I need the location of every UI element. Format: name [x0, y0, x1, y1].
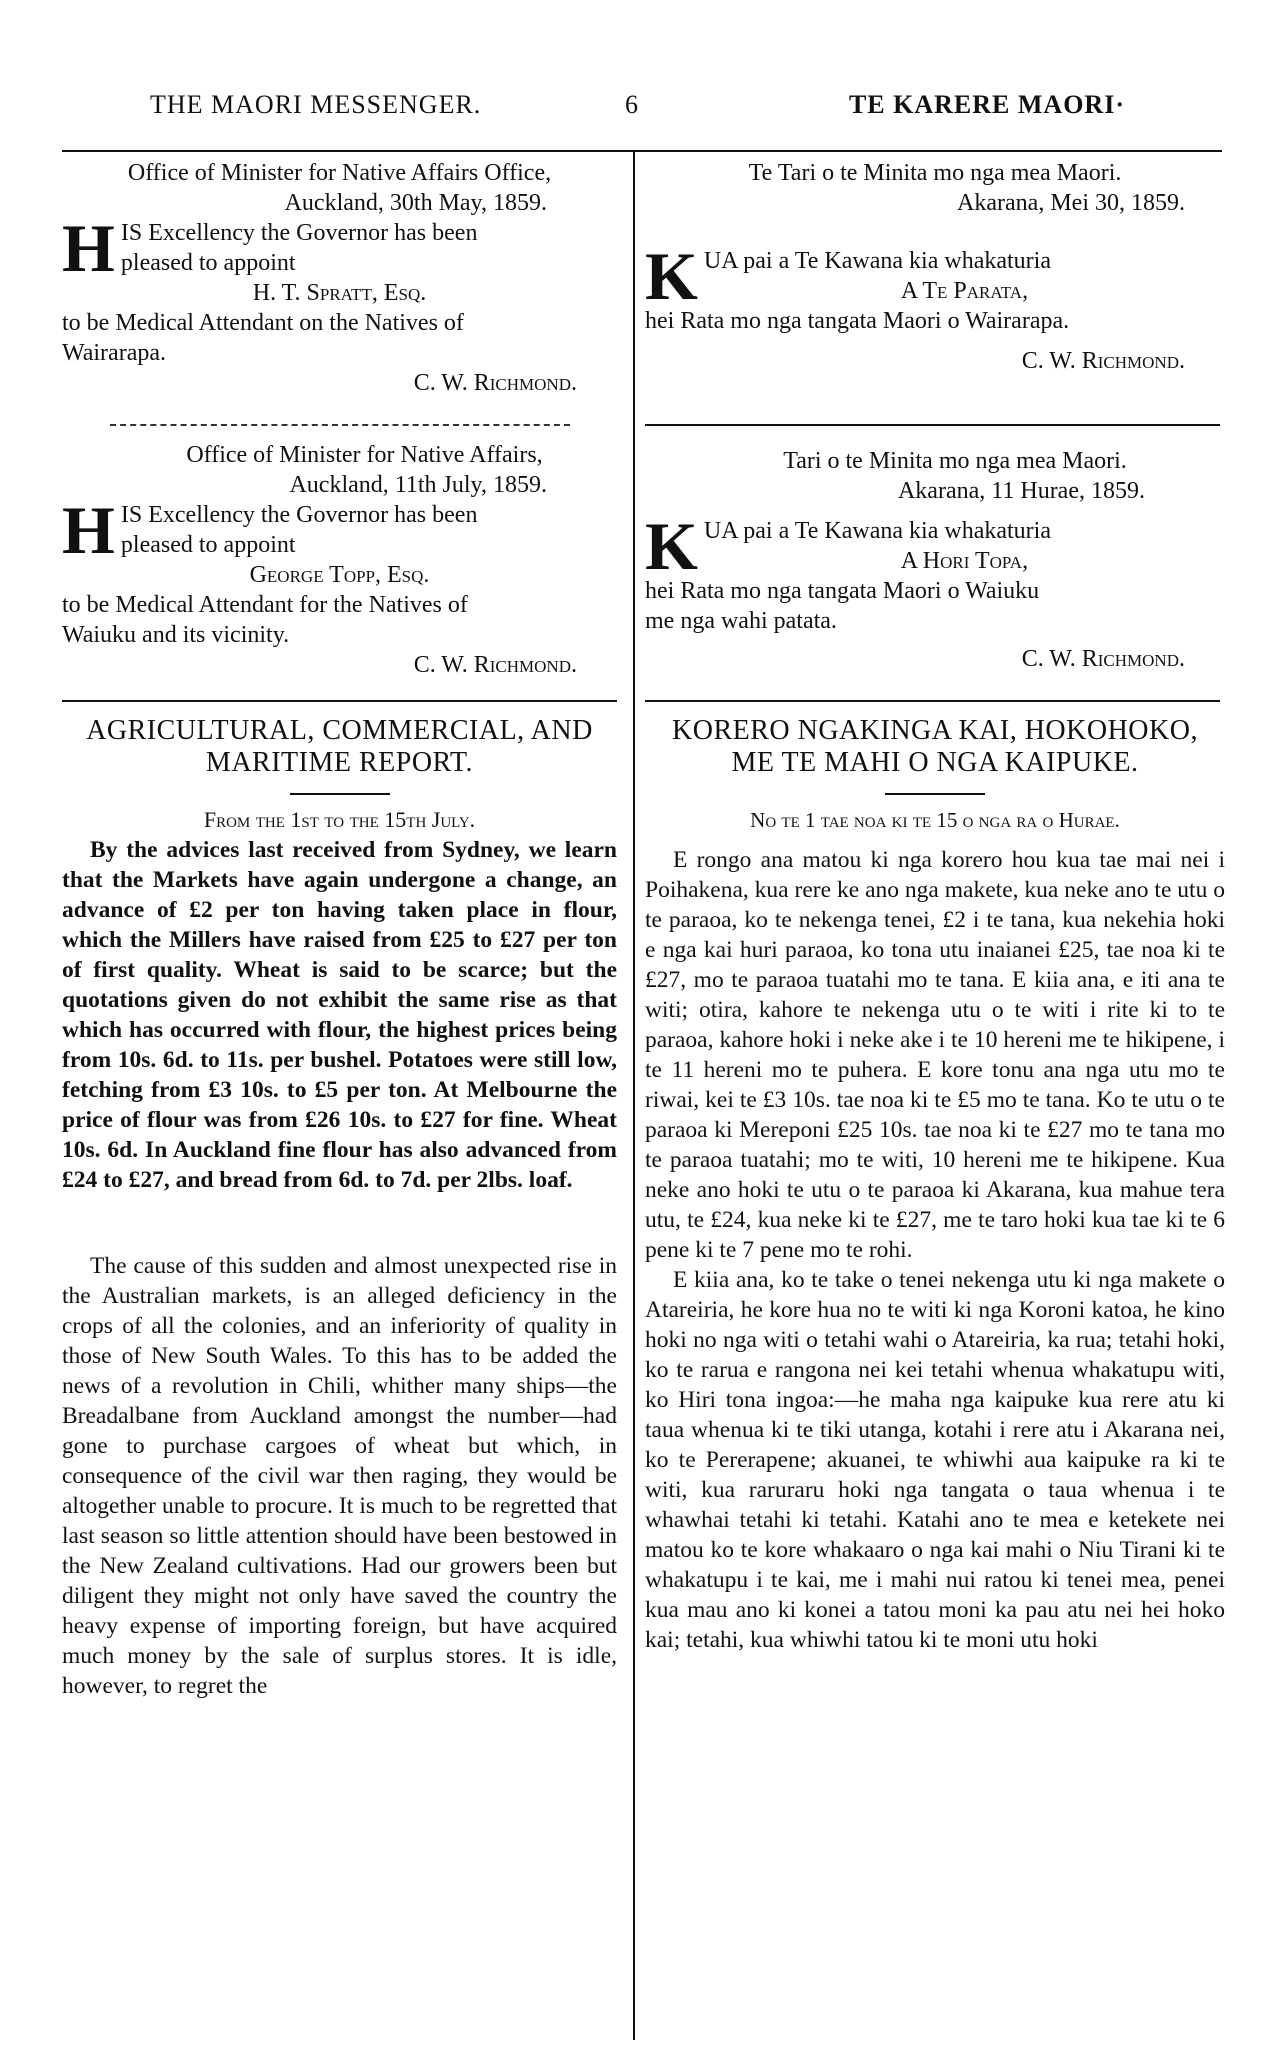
section-rule-left [62, 700, 617, 702]
report-english [62, 715, 617, 1701]
notice2-mi-appointee: A Hori Topa, [900, 548, 1029, 574]
notice2-english [62, 440, 617, 680]
page-header [60, 90, 1220, 130]
report-en-heading-1: AGRICULTURAL, COMMERCIAL, AND [86, 715, 593, 746]
notice2-en-dropcap: H [62, 492, 115, 568]
report-mi-short-rule [885, 793, 985, 795]
notice2-maori [645, 446, 1225, 674]
notice1-en-body [62, 210, 617, 368]
notice1-en-appointee: H. T. Spratt, Esq. [252, 280, 427, 306]
notice2-en-line2: pleased to appoint [120, 532, 296, 558]
notice2-mi-line1: UA pai a Te Kawana kia whakaturia [703, 518, 1051, 544]
notice1-en-signature: C. W. Richmond. [413, 370, 577, 396]
notice1-mi-line2: hei Rata mo nga tangata Maori o Wairarapa. [645, 308, 1070, 334]
notice-separator-left [110, 424, 570, 426]
notice1-english [62, 158, 617, 398]
notice1-mi-body [645, 238, 1225, 336]
notice-separator-right [645, 424, 1220, 426]
notice2-mi-body [645, 508, 1225, 636]
notice1-en-dropcap: H [62, 210, 115, 286]
notice1-mi-office: Te Tari o te Minita mo nga mea Maori. [748, 160, 1122, 186]
notice2-en-office: Office of Minister for Native Affairs, [186, 442, 543, 468]
header-title-english: THE MAORI MESSENGER. [150, 90, 482, 119]
notice1-mi-appointee: A Te Parata, [900, 278, 1029, 304]
notice1-maori [645, 158, 1225, 376]
report-en-subheading: From the 1st to the 15th July. [203, 807, 476, 832]
notice2-en-appointee: George Topp, Esq. [249, 562, 430, 588]
report-en-short-rule [290, 793, 390, 795]
notice2-mi-dropcap: K [645, 508, 698, 584]
header-rule [62, 150, 1222, 152]
notice1-en-line4: Wairarapa. [62, 340, 166, 366]
notice2-mi-signature: C. W. Richmond. [1021, 646, 1185, 672]
report-en-para-1: By the advices last received from Sydney, we learn that the Markets have again undergone a change, an advance of £2 per ton having taken place in flour, which the Millers have raised from £25 to £27 per ton of first quality. Wheat is said to be scarce; but the quotations given do not exhibit the same rise as that which has occurred with flour, the highest prices being from 10s. 6d. to 11s. per bushel. Potatoes were still low, fetching from £3 10s. to £5 per ton. At Melbourne the price of flour was from £26 10s. to £27 for fine. Wheat 10s. 6d. In Auckland fine flour has also advanced from £24 to £27, and bread from 6d. to 7d. per 2lbs. loaf. [62, 837, 617, 1193]
notice1-en-office: Office of Minister for Native Affairs Office, [127, 160, 552, 186]
report-en-heading-2: MARITIME REPORT. [205, 747, 474, 778]
report-maori [645, 715, 1225, 1655]
notice1-en-line3: to be Medical Attendant on the Natives of [62, 310, 464, 336]
notice2-en-line4: Waiuku and its vicinity. [62, 622, 290, 648]
report-mi-para-1: E rongo ana matou ki nga korero hou kua tae mai nei i Poihakena, kua rere ke ano nga makete, kua neke ano te utu o te paraoa, ko te nekenga tenei, £2 i te tana, kua nekehia hoki e nga kai huri paraoa, ko tona utu inaianei £25, tae noa ki te £27, mo te paraoa tuatahi mo te tana. E kiia ana, e iti ana te witi; otira, kahore te nekenga utu o te witi i rite ki to te paraoa, kahore hoki i neke ake i te 10 hereni me te hikipene, i te 11 hereni mo te puhera. E kore tonu ana nga utu mo te riwai, kei te £3 10s. tae noa ki te £5 mo te tana. Ko te utu o te paraoa ki Mereponi £25 10s. tae noa ki te £27 mo te tana mo te paraoa tuatahi; mo te witi, 10 hereni me te hikipene. Kua neke ano hoki te utu o te paraoa ki Akarana, kua mahue tera utu, te £24, kua neke ki te £27, me te taro hoki kua tae ki te 6 pene ki te 7 pene mo te rohi. [645, 847, 1225, 1263]
page-number: 6 [625, 90, 638, 119]
notice1-en-line2: pleased to appoint [120, 250, 296, 276]
notice2-en-line3: to be Medical Attendant for the Natives of [62, 592, 468, 618]
notice1-mi-line1: UA pai a Te Kawana kia whakaturia [703, 248, 1051, 274]
column-divider [633, 150, 635, 2040]
report-mi-subheading: No te 1 tae noa ki te 15 o nga ra o Hurae. [750, 808, 1120, 832]
notice2-en-body [62, 492, 617, 650]
notice2-mi-date: Akarana, 11 Hurae, 1859. [897, 478, 1145, 504]
notice1-mi-dropcap: K [645, 238, 698, 314]
report-mi-heading-1: KORERO NGAKINGA KAI, HOKOHOKO, [672, 715, 1198, 746]
notice2-mi-office: Tari o te Minita mo nga mea Maori. [783, 448, 1127, 474]
report-en-para-2: The cause of this sudden and almost unexpected rise in the Australian markets, is an alleged deficiency in the crops of all the colonies, and an inferiority of quality in those of New South Wales. To this has to be added the news of a revolution in Chili, whither many ships—the Breadalbane from Auckland amongst the number—had gone to purchase cargoes of wheat but which, in consequence of the civil war then raging, they would be altogether unable to procure. It is much to be regretted that last season so little attention should have been bestowed in the New Zealand cultivations. Had our growers been but diligent they might not only have saved the country the heavy expense of importing foreign, but have acquired much money by the sale of surplus stores. It is idle, however, to regret the [62, 1253, 617, 1699]
notice1-en-date: Auckland, 30th May, 1859. [284, 190, 547, 216]
section-rule-right [645, 700, 1220, 702]
notice1-mi-signature: C. W. Richmond. [1021, 348, 1185, 374]
report-mi-heading-2: ME TE MAHI O NGA KAIPUKE. [731, 747, 1139, 778]
header-title-maori: TE KARERE MAORI· [848, 90, 1125, 119]
notice2-mi-line2: hei Rata mo nga tangata Maori o Waiuku [645, 578, 1040, 604]
notice2-en-line1: IS Excellency the Governor has been [120, 502, 478, 528]
report-mi-para-2: E kiia ana, ko te take o tenei nekenga utu ki nga makete o Atareiria, he kore hua no te witi ki nga Koroni katoa, he kino hoki no nga witi o tetahi wahi o Atareiria, ka rua; tetahi hoki, ko te rarua e rangona nei kei tetahi whenua whakatupu witi, ko Hiri tona ingoa:—he maha nga kaipuke kua rere atu ki taua whenua ki te tiki utanga, kotahi i rere atu i Akarana nei, ko te Pererapene; akuanei, te whiwhi aua kaipuke ra ki te witi, kua raruraru hoki nga tangata o taua whenua i te whawhai tetahi ki tetahi. Katahi ano te mea e ketekete nei matou ko te kore whakaaro o nga kai mahi o Niu Tirani ki te whakatupu i te kai, me i mahi nui ratou ki tenei mea, penei kua mau ano ki konei a tatou moni ka pau atu nei hei hoko kai; tetahi, kua whiwhi tatou ki te moni utu hoki [645, 1267, 1225, 1653]
notice2-mi-line3: me nga wahi patata. [645, 608, 837, 634]
notice1-mi-date: Akarana, Mei 30, 1859. [957, 190, 1185, 216]
notice1-en-line1: IS Excellency the Governor has been [120, 220, 478, 246]
notice2-en-signature: C. W. Richmond. [413, 652, 577, 678]
notice2-en-date: Auckland, 11th July, 1859. [289, 472, 547, 498]
